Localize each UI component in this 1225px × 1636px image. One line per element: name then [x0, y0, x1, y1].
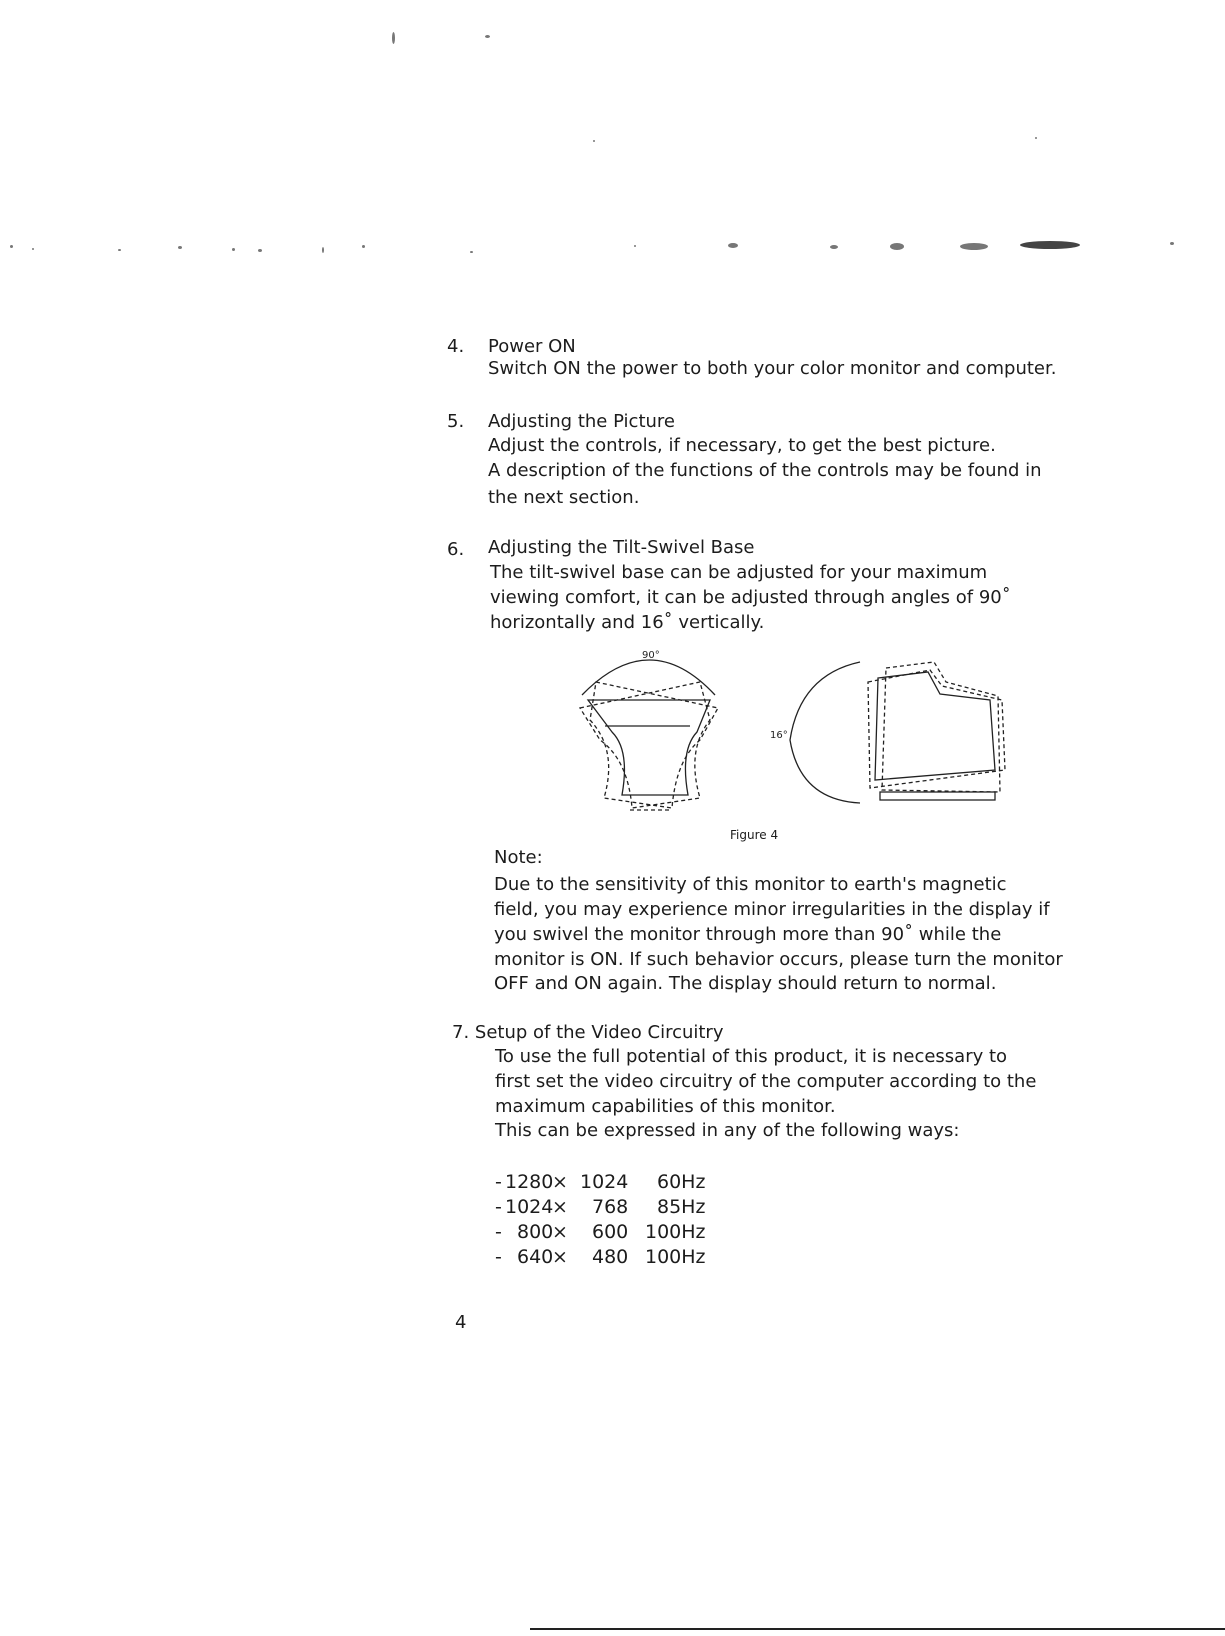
item-body-line: viewing comfort, it can be adjusted through angles of 90˚ [490, 587, 1011, 608]
item-heading: 7. Setup of the Video Circuitry [452, 1022, 724, 1043]
monitor-front-solid [588, 700, 710, 795]
note-line: Due to the sensitivity of this monitor to earth's magnetic [494, 874, 1007, 895]
item-body-line: A description of the functions of the controls may be found in [488, 460, 1042, 481]
note-line: field, you may experience minor irregularities in the display if [494, 899, 1050, 920]
monitor-front-swiveled-right [590, 682, 718, 808]
item-number: 6. [447, 539, 465, 560]
item-body-line: To use the full potential of this product, it is necessary to [495, 1046, 1008, 1067]
item-number: 5. [447, 411, 465, 432]
scan-speck [593, 140, 595, 142]
note-line: monitor is ON. If such behavior occurs, please turn the monitor [494, 949, 1063, 970]
swivel-angle-label: 90° [642, 650, 660, 661]
scan-speck [392, 32, 395, 44]
item-body-line: maximum capabilities of this monitor. [495, 1096, 836, 1117]
tilt-angle-label: 16° [770, 730, 788, 741]
item-title: Adjusting the Picture [488, 411, 675, 432]
scan-speck [485, 35, 490, 38]
item-body-line: Adjust the controls, if necessary, to get the best picture. [488, 435, 996, 456]
monitor-front-swiveled-left [580, 682, 710, 808]
tilt-side-view [770, 662, 1005, 803]
figure-caption: Figure 4 [730, 828, 779, 842]
item-body-line: This can be expressed in any of the following ways: [495, 1120, 960, 1141]
monitor-side-tilted-forward [882, 662, 1000, 792]
tilt-arc [790, 662, 860, 803]
note-line: you swivel the monitor through more than 90˚ while the [494, 924, 1002, 945]
scan-speck [1035, 137, 1037, 139]
bottom-rule [530, 1628, 1225, 1630]
note-label: Note: [494, 847, 543, 868]
item-body-line: the next section. [488, 487, 640, 508]
page-number: 4 [455, 1312, 467, 1333]
swivel-arc [582, 660, 715, 695]
note-line: OFF and ON again. The display should return to normal. [494, 973, 997, 994]
tilt-swivel-figure [560, 640, 1030, 825]
item-title: Power ON [488, 336, 576, 357]
scan-noise-band [0, 225, 1225, 265]
item-body-line: The tilt-swivel base can be adjusted for your maximum [490, 562, 988, 583]
item-body-line: horizontally and 16˚ vertically. [490, 612, 765, 633]
monitor-side-solid [875, 672, 995, 780]
item-number: 4. [447, 336, 465, 357]
item-body-line: Switch ON the power to both your color monitor and computer. [488, 358, 1057, 379]
item-body-line: first set the video circuitry of the computer according to the [495, 1071, 1037, 1092]
swivel-front-view [580, 650, 718, 810]
item-title: Adjusting the Tilt-Swivel Base [488, 537, 755, 558]
tilt-base [880, 792, 995, 800]
